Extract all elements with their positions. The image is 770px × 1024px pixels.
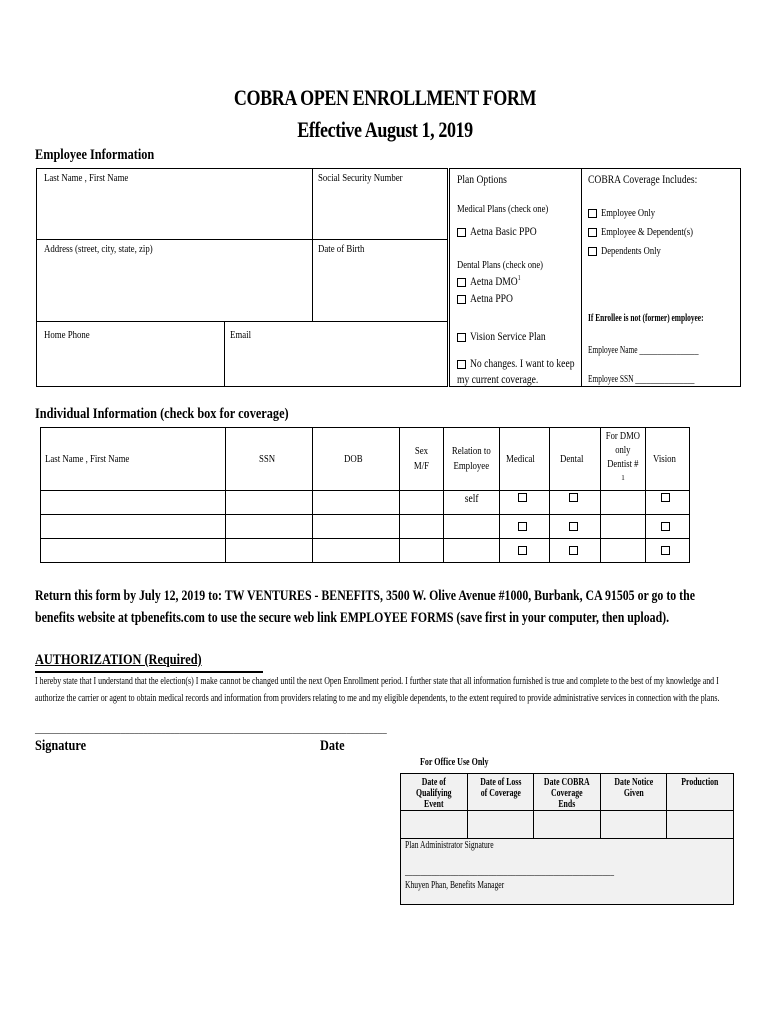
no-changes-text: my current coverage. <box>457 372 539 386</box>
sex-cell[interactable] <box>400 539 444 563</box>
checkbox[interactable] <box>569 546 578 555</box>
home-phone-label: Home Phone <box>44 329 90 341</box>
sex-cell[interactable] <box>400 491 444 515</box>
signature-label: Signature <box>35 738 87 754</box>
dental-plans-label: Dental Plans (check one) <box>457 259 544 271</box>
checkbox[interactable] <box>588 209 597 218</box>
name-cell[interactable] <box>41 539 226 563</box>
office-cell[interactable] <box>401 811 468 839</box>
office-use-heading: For Office Use Only <box>420 757 489 768</box>
checkbox[interactable] <box>661 522 670 531</box>
col-vision: Vision <box>653 453 677 465</box>
address-field[interactable] <box>37 257 311 320</box>
checkbox[interactable] <box>457 228 466 237</box>
checkbox[interactable] <box>518 493 527 502</box>
table-row <box>401 811 734 839</box>
col-dmo-dentist: For DMO only Dentist # <box>605 430 641 471</box>
col-production: Production <box>681 777 719 788</box>
email-field[interactable] <box>225 343 447 386</box>
address-label: Address (street, city, state, zip) <box>44 243 153 255</box>
footnote-marker: 1 <box>621 474 625 483</box>
checkbox[interactable] <box>661 546 670 555</box>
office-cell[interactable] <box>600 811 667 839</box>
vision-service-plan-option[interactable]: Vision Service Plan <box>457 329 565 344</box>
checkbox[interactable] <box>518 522 527 531</box>
checkbox[interactable] <box>518 546 527 555</box>
checkbox[interactable] <box>457 278 466 287</box>
form-subtitle: Effective August 1, 2019 <box>297 117 473 142</box>
no-changes-option[interactable]: No changes. I want to keep <box>457 356 601 371</box>
office-cell[interactable] <box>534 811 601 839</box>
col-cobra-ends: Date COBRA Coverage Ends <box>544 777 590 810</box>
medical-plans-label: Medical Plans (check one) <box>457 203 549 215</box>
authorization-text: I hereby state that I understand that the election(s) I make cannot be changed until the next Open Enrollment period. I further state that all information furnished is true and complete to the best of my knowledge and I authorize the carrier or agent to obtain medical records and information from providers relating to me and my eligible dependents, to the extent required to provide administrative services in connection with the plans. <box>35 675 720 704</box>
individual-info-table <box>40 427 690 563</box>
aetna-ppo-option[interactable]: Aetna PPO <box>457 291 524 306</box>
form-title: COBRA OPEN ENROLLMENT FORM <box>233 85 537 110</box>
col-relation: Relation to Employee <box>452 445 491 472</box>
footnote-marker: 1 <box>517 274 521 282</box>
col-dental: Dental <box>560 453 584 465</box>
checkbox[interactable] <box>588 247 597 256</box>
checkbox[interactable] <box>569 522 578 531</box>
table-row <box>41 491 690 515</box>
email-label: Email <box>230 329 252 341</box>
ssn-cell[interactable] <box>226 539 313 563</box>
checkbox[interactable] <box>661 493 670 502</box>
ssn-cell[interactable] <box>226 491 313 515</box>
plan-admin-signature-label: Plan Administrator Signature <box>405 840 494 851</box>
plan-admin-signature-line[interactable]: _______________________________________________________ <box>405 866 614 877</box>
employee-only-option[interactable]: Employee Only <box>588 207 670 219</box>
signature-line[interactable]: ______________________________________________________________________________ <box>35 723 387 735</box>
dob-cell[interactable] <box>313 515 400 539</box>
name-cell[interactable] <box>41 491 226 515</box>
return-instructions: Return this form by July 12, 2019 to: TW VENTURES - BENEFITS, 3500 W. Olive Avenue #1000, Burbank, CA 91505 or go to the benefits website at tpbenefits.com to use the secure web link EMPLOYEE FORMS (save first in your computer, then upload). <box>35 588 695 626</box>
ssn-label: Social Security Number <box>318 172 403 184</box>
aetna-dmo-option[interactable]: Aetna DMO$^1$ <box>457 274 533 289</box>
employee-dependents-option[interactable]: Employee & Dependent(s) <box>588 226 719 238</box>
dob-cell[interactable] <box>313 539 400 563</box>
aetna-basic-ppo-option[interactable]: Aetna Basic PPO <box>457 224 553 239</box>
former-employee-note: If Enrollee is not (former) employee: <box>588 313 704 324</box>
self-label: self <box>464 491 479 505</box>
dentist-cell[interactable] <box>601 515 646 539</box>
employee-ssn-field[interactable]: Employee SSN ________________ <box>588 374 695 385</box>
individual-info-heading: Individual Information (check box for coverage) <box>35 406 289 422</box>
last-first-name-label: Last Name , First Name <box>44 172 129 184</box>
checkbox[interactable] <box>569 493 578 502</box>
col-medical: Medical <box>506 453 536 465</box>
col-notice-given: Date Notice Given <box>614 777 653 799</box>
checkbox[interactable] <box>457 360 466 369</box>
dependents-only-option[interactable]: Dependents Only <box>588 245 678 257</box>
office-cell[interactable] <box>467 811 534 839</box>
col-sex: Sex M/F <box>413 445 430 472</box>
checkbox[interactable] <box>457 333 466 342</box>
plan-admin-name: Khuyen Phan, Benefits Manager <box>405 880 505 891</box>
relation-cell[interactable] <box>444 515 500 539</box>
col-qualifying-event: Date of Qualifying Event <box>416 777 452 810</box>
table-row <box>41 515 690 539</box>
home-phone-field[interactable] <box>37 343 223 386</box>
dob-field[interactable] <box>313 257 447 320</box>
col-last-first: Last Name , First Name <box>45 453 130 465</box>
plan-options-heading: Plan Options <box>457 172 507 186</box>
checkbox[interactable] <box>457 295 466 304</box>
name-cell[interactable] <box>41 515 226 539</box>
last-first-name-field[interactable] <box>37 186 311 238</box>
employee-info-heading: Employee Information <box>35 147 155 163</box>
table-row <box>41 539 690 563</box>
dob-label: Date of Birth <box>318 243 365 255</box>
sex-cell[interactable] <box>400 515 444 539</box>
office-cell[interactable] <box>667 811 734 839</box>
dentist-cell[interactable] <box>601 491 646 515</box>
authorization-heading: AUTHORIZATION (Required) <box>35 652 202 668</box>
relation-cell[interactable] <box>444 539 500 563</box>
checkbox[interactable] <box>588 228 597 237</box>
coverage-includes-heading: COBRA Coverage Includes: <box>588 172 698 186</box>
employee-name-field[interactable]: Employee Name ________________ <box>588 345 699 356</box>
dob-cell[interactable] <box>313 491 400 515</box>
office-use-table <box>400 773 734 839</box>
ssn-cell[interactable] <box>226 515 313 539</box>
ssn-field[interactable] <box>313 186 447 238</box>
col-ssn: SSN <box>258 453 276 465</box>
dentist-cell[interactable] <box>601 539 646 563</box>
col-dob: DOB <box>344 453 363 465</box>
date-label: Date <box>320 738 345 754</box>
col-loss-coverage: Date of Loss of Coverage <box>479 777 521 799</box>
